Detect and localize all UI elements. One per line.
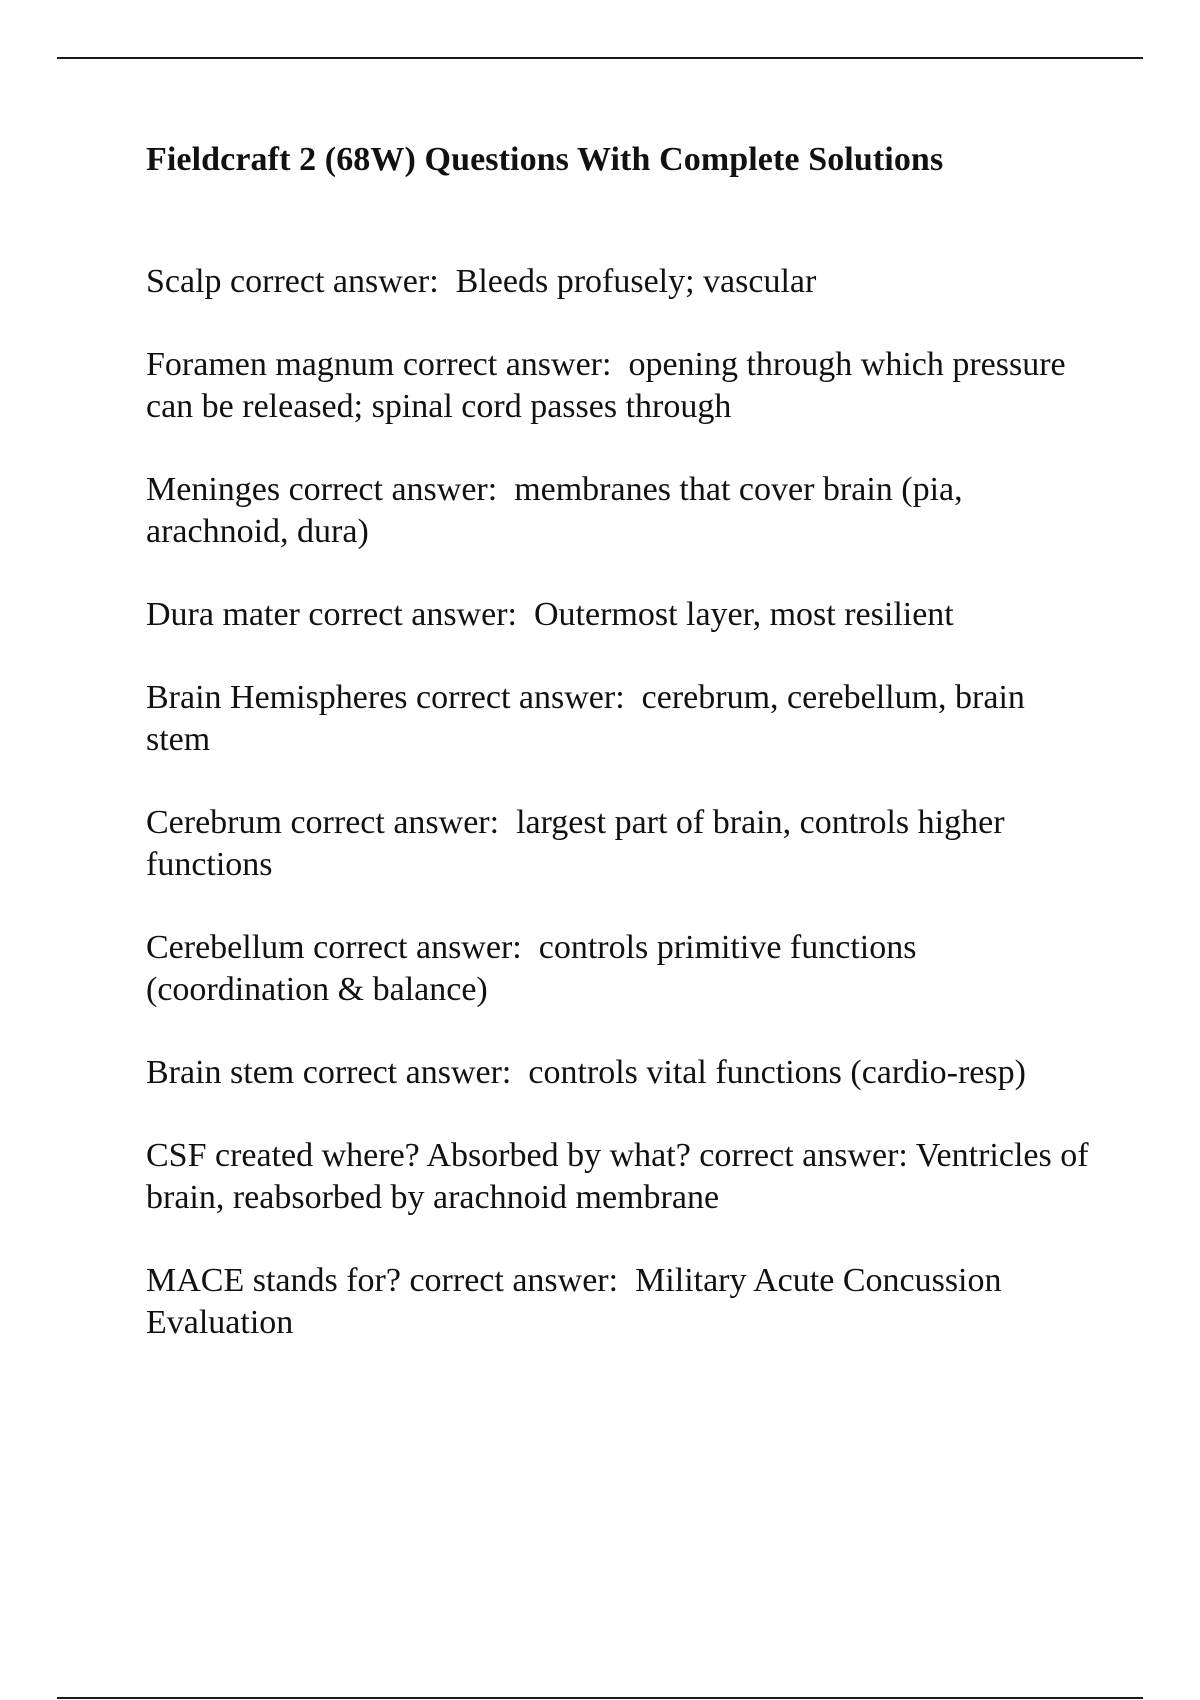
qa-term: Brain Hemispheres [146,678,408,716]
qa-answer: Outermost layer, most resilient [533,595,954,633]
qa-separator: correct answer: [294,1053,529,1091]
qa-separator: correct answer: [400,1261,636,1299]
qa-item-csf [146,1135,1096,1219]
document-body [146,140,1096,1385]
qa-item-cerebrum [146,802,1096,886]
qa-separator: correct answer: [407,678,642,716]
qa-separator: correct answer: [690,1136,916,1174]
qa-separator: correct answer: [280,470,515,508]
qa-term: MACE stands for? [146,1261,401,1299]
qa-item-cerebellum [146,927,1096,1011]
qa-separator: correct answer: [281,803,517,841]
qa-item-meninges [146,469,1096,553]
top-rule [57,57,1143,59]
qa-list [146,261,1096,1344]
qa-separator: correct answer: [394,345,629,383]
qa-term: Dura mater [146,595,300,633]
qa-answer: controls vital functions (cardio-resp) [528,1053,1026,1091]
qa-item-brain-hemispheres [146,677,1096,761]
qa-term: CSF created where? Absorbed by what? [146,1136,691,1174]
qa-answer: opening through which pressure can be released; spinal cord passes through [146,345,1066,425]
qa-item-brain-stem [146,1052,1096,1094]
qa-answer: Military Acute Concussion Evaluation [146,1261,1002,1341]
qa-answer: cerebrum, cerebellum, brain stem [146,678,1025,758]
qa-item-foramen-magnum [146,344,1096,428]
qa-separator: correct answer: [221,262,456,300]
qa-term: Cerebrum [146,803,282,841]
qa-item-dura-mater [146,594,1096,636]
qa-term: Scalp [146,262,222,300]
qa-answer: controls primitive functions (coordination & balance) [146,928,917,1008]
qa-answer: Ventricles of brain, reabsorbed by arachnoid membrane [146,1136,1089,1216]
qa-item-scalp [146,261,1096,303]
qa-answer: membranes that cover brain (pia, arachnoid, dura) [146,470,963,550]
qa-separator: correct answer: [299,595,534,633]
qa-item-mace [146,1260,1096,1344]
qa-term: Meninges [146,470,281,508]
qa-term: Foramen magnum [146,345,395,383]
qa-separator: correct answer: [304,928,539,966]
qa-answer: Bleeds profusely; vascular [455,262,817,300]
qa-term: Cerebellum [146,928,305,966]
qa-answer: largest part of brain, controls higher functions [146,803,1005,883]
bottom-rule [57,1697,1143,1699]
qa-term: Brain stem [146,1053,295,1091]
document-title: Fieldcraft 2 (68W) Questions With Complete Solutions [146,141,944,178]
